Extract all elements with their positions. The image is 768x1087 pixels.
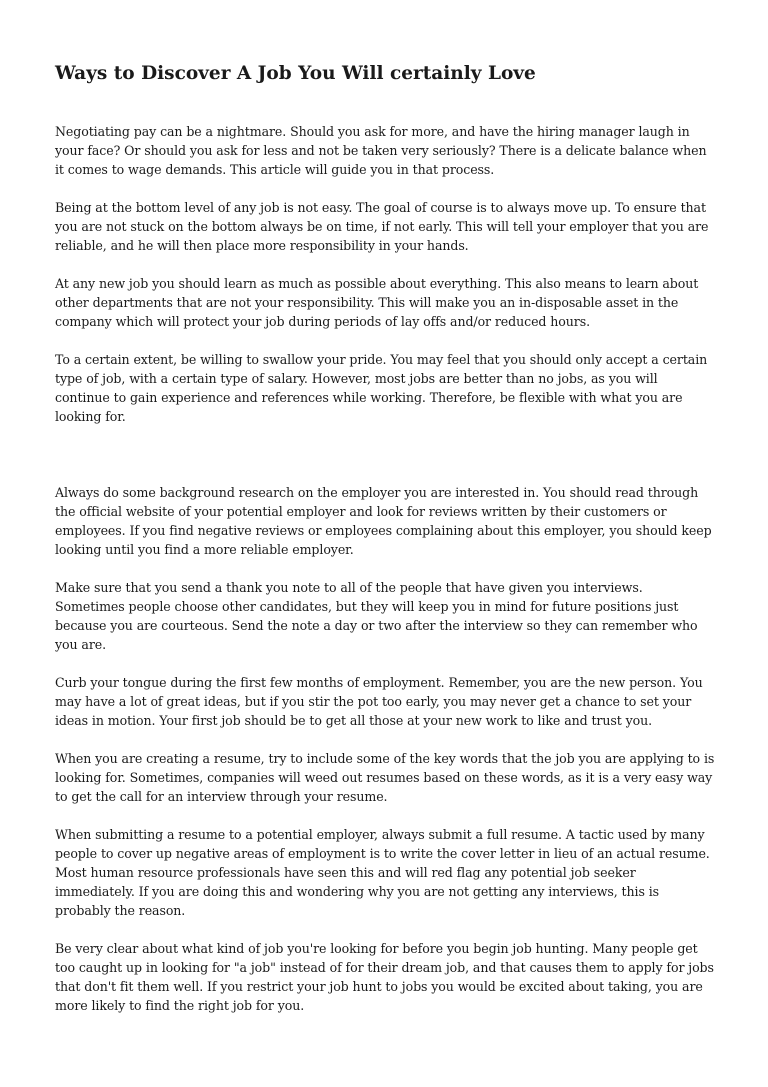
paragraph-background-research: Always do some background research on the employer you are interested in. You should read through the official website of your potential employer and look for reviews written by their customers or employees. If you find negative reviews or employees complaining about this employer, you should keep looking until you find a more reliable employer. bbox=[55, 485, 712, 557]
paragraph-dream-job: Be very clear about what kind of job you're looking for before you begin job hunting. Many people get too caught up in looking for "a job" instead of for their dream job, and that causes them to apply for jobs that don't fit them well. If you restrict your job hunt to jobs you would be excited about taking, you are more likely to find the right job for you. bbox=[55, 941, 714, 1013]
paragraph-swallow-pride: To a certain extent, be willing to swallow your pride. You may feel that you should only accept a certain type of job, with a certain type of salary. However, most jobs are better than no jobs, as you will continue to gain experience and references while working. Therefore, be flexible with what you are looking for. bbox=[55, 352, 708, 424]
paragraph-full-resume: When submitting a resume to a potential employer, always submit a full resume. A tactic used by many people to cover up negative areas of employment is to write the cover letter in lieu of an actual resume. Most human resource professionals have seen this and will red flag any potential job seeker immediately. If you are doing this and wondering why you are not getting any interviews, this is probably the reason. bbox=[55, 827, 710, 918]
document-page bbox=[55, 60, 715, 1034]
paragraph-curb-tongue: Curb your tongue during the first few months of employment. Remember, you are the new person. You may have a lot of great ideas, but if you stir the pot too early, you may never get a chance to set your ideas in motion. Your first job should be to get all those at your new work to like and trust you. bbox=[55, 675, 703, 728]
paragraph-resume-keywords: When you are creating a resume, try to include some of the key words that the job you are applying to is looking for. Sometimes, companies will weed out resumes based on these words, as it is a very easy way to get the call for an interview through your resume. bbox=[55, 751, 715, 804]
paragraph-bottom-level: Being at the bottom level of any job is not easy. The goal of course is to always move up. To ensure that you are not stuck on the bottom always be on time, if not early. This will tell your employer that you are reliable, and he will then place more responsibility in your hands. bbox=[55, 200, 709, 253]
paragraph-learn-everything: At any new job you should learn as much as possible about everything. This also means to learn about other departments that are not your responsibility. This will make you an in-disposable asset in the company which will protect your job during periods of lay offs and/or reduced hours. bbox=[55, 276, 699, 329]
paragraph-negotiating-pay: Negotiating pay can be a nightmare. Should you ask for more, and have the hiring manager laugh in your face? Or should you ask for less and not be taken very seriously? There is a delicate balance when it comes to wage demands. This article will guide you in that process. bbox=[55, 124, 707, 177]
document-title: Ways to Discover A Job You Will certainly Love bbox=[55, 63, 536, 84]
paragraph-thank-you-note: Make sure that you send a thank you note to all of the people that have given you interviews. Sometimes people choose other candidates, but they will keep you in mind for future positions just because you are courteous. Send the note a day or two after the interview so they can remember who you are. bbox=[55, 580, 698, 652]
section-break bbox=[55, 445, 715, 483]
